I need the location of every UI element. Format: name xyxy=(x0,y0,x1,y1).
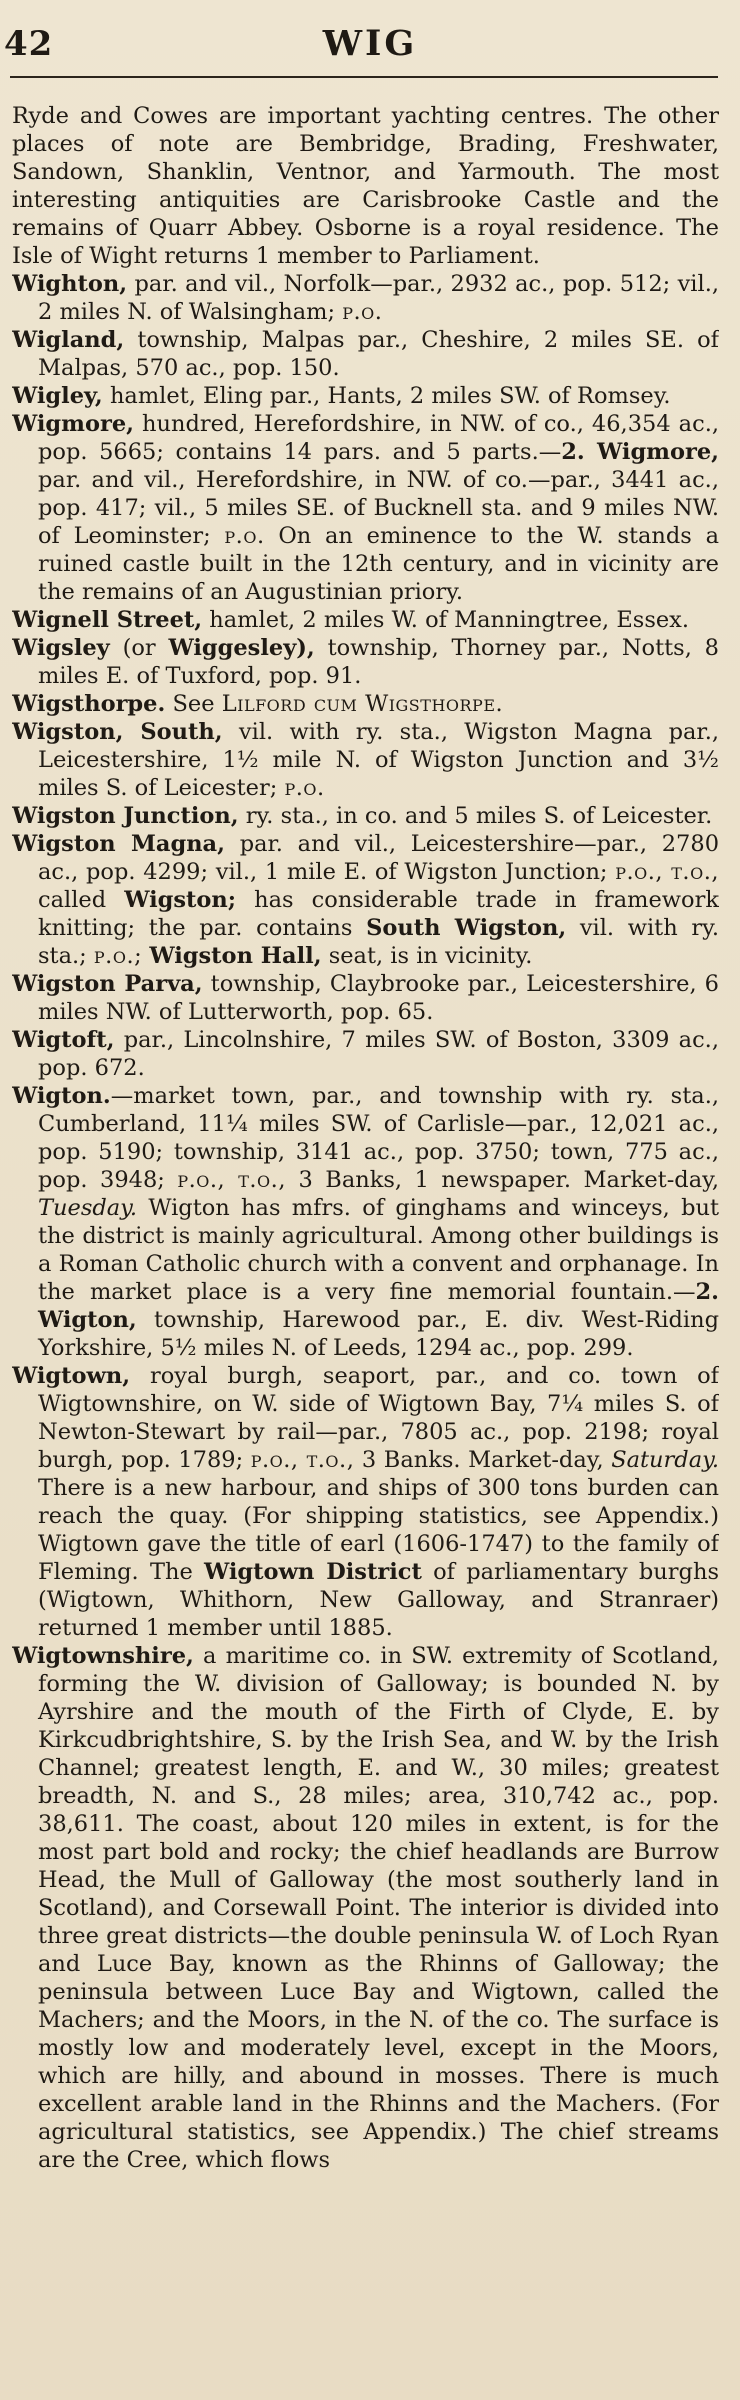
entry-wigtownshire xyxy=(12,1642,719,2174)
entry-text: (or xyxy=(122,635,156,661)
abbreviation: p.o., t.o., xyxy=(615,859,719,885)
entry-text: vil. with ry. sta.; xyxy=(38,915,719,969)
entry-wigtown xyxy=(12,1362,719,1642)
entry-wigley xyxy=(12,382,719,410)
entry-text: has considerable trade in framework knitting; the par. contains xyxy=(38,887,719,941)
headword: Wigmore, xyxy=(12,411,134,437)
entry-wigston-magna xyxy=(12,830,719,970)
entry-text: par. and vil., Norfolk—par., 2932 ac., pop. 512; vil., 2 miles N. of Walsingham; xyxy=(38,271,719,325)
entry-wigsley xyxy=(12,634,719,690)
entry-wigston-south xyxy=(12,718,719,802)
entry-text: par. and vil., Leicestershire—par., 2780 ac., pop. 4299; vil., 1 mile E. of Wigston Junction; xyxy=(38,831,719,885)
entry-text: par., Lincolnshire, 7 miles SW. of Boston, 3309 ac., pop. 672. xyxy=(38,1027,719,1081)
entry-text: 3 Banks. Market-day, xyxy=(361,1447,604,1473)
headword: Wigton. xyxy=(12,1083,111,1109)
entry-text: royal burgh, seaport, par., and co. town of Wigtownshire, on W. side of Wigtown Bay, 7¼ miles S. of Newton-Stewart by rail—par., 7805 ac., pop. 2198; royal burgh, pop. 1789; xyxy=(38,1363,719,1473)
entry-text: township, Claybrooke par., Leicestershire, 6 miles NW. of Lutterworth, pop. 65. xyxy=(38,971,719,1025)
entry-text: par. and vil., Herefordshire, in NW. of co.—par., 3441 ac., pop. 417; vil., 5 miles SE. of Bucknell sta. and 9 miles NW. of Leominster; xyxy=(38,467,719,549)
abbreviation: p.o. xyxy=(224,523,265,549)
entry-wigmore xyxy=(12,410,719,606)
entry-text: —market town, par., and township with ry. sta., Cumberland, 11¼ miles SW. of Carlisle—par., 12,021 ac., pop. 5190; township, 3141 ac., pop. 3750; town, 775 ac., pop. 3948; xyxy=(38,1083,719,1193)
entry-text: seat, is in vicinity. xyxy=(328,943,533,969)
sub-headword: 2. Wigmore, xyxy=(561,439,719,465)
headword: Wigtown, xyxy=(12,1363,131,1389)
entry-text: township, Harewood par., E. div. West-Riding Yorkshire, 5½ miles N. of Leeds, 1294 ac., pop. 299. xyxy=(38,1307,719,1361)
running-head: WIG xyxy=(322,23,418,64)
headword: Wigston Magna, xyxy=(12,831,225,857)
entry-text: There is a new harbour, and ships of 300 tons burden can reach the quay. (For shipping statistics, see Appendix.) Wigtown gave the title of earl (1606-1747) to the family of Fleming. The xyxy=(38,1475,719,1585)
sub-headword: Wigtown District xyxy=(204,1559,422,1585)
headword: Wigsley xyxy=(12,635,110,661)
entry-wighton xyxy=(12,270,719,326)
entry-text: a maritime co. in SW. extremity of Scotland, forming the W. division of Galloway; is bounded N. by Ayrshire and the mouth of the Firth of Clyde, E. by Kirkcudbrightshire, S. by the Irish Sea, and W. by the Irish Channel; greatest length, E. and W., 30 miles; greatest breadth, N. and S., 28 miles; area, 310,742 ac., pop. 38,611. The coast, about 120 miles in extent, is for the most part bold and rocky; the chief headlands are Burrow Head, the Mull of Galloway (the most southerly land in Scotland), and Corsewall Point. The interior is divided into three great districts—the double peninsula W. of Loch Ryan and Luce Bay, known as the Rhinns of Galloway; the peninsula between Luce Bay and Wigtown, called the Machers; and the Moors, in the N. of the co. The surface is mostly low and moderately level, except in the Moors, which are hilly, and abound in mosses. There is much excellent arable land in the Rhinns and the Machers. (For agricultural statistics, see Appendix.) The chief streams are the Cree, which flows xyxy=(38,1643,719,2173)
entry-text: of parliamentary burghs (Wigtown, Whithorn, New Galloway, and Stranraer) returned 1 member until 1885. xyxy=(38,1559,719,1641)
sub-headword: Wigston; xyxy=(124,887,237,913)
sub-headword: South Wigston, xyxy=(366,915,567,941)
entry-text: Ryde and Cowes are important yachting centres. The other places of note are Bembridge, Brading, Freshwater, Sandown, Shanklin, Ventnor, and Yarmouth. The most interesting antiquities are Carisbrooke Castle and the remains of Quarr Abbey. Osborne is a royal residence. The Isle of Wight returns 1 member to Parliament. xyxy=(12,103,719,269)
entry-text: hamlet, 2 miles W. of Manningtree, Essex. xyxy=(209,607,690,633)
entry-text: ry. sta., in co. and 5 miles S. of Leicester. xyxy=(245,803,713,829)
headword: Wignell Street, xyxy=(12,607,203,633)
entry-text: hamlet, Eling par., Hants, 2 miles SW. of Romsey. xyxy=(109,383,671,409)
sub-headword: 2. Wigton, xyxy=(38,1279,719,1333)
headword: Wigley, xyxy=(12,383,103,409)
entry-wigston-parva xyxy=(12,970,719,1026)
abbreviation: p.o., t.o., xyxy=(250,1447,355,1473)
headword: Wigtownshire, xyxy=(12,1643,194,1669)
entry-text: township, Thorney par., Notts, 8 miles E. of Tuxford, pop. 91. xyxy=(38,635,719,689)
headword: Wighton, xyxy=(12,271,128,297)
headword: Wigston Junction, xyxy=(12,803,239,829)
sub-headword: Wiggesley), xyxy=(168,635,315,661)
entry-wignell-street xyxy=(12,606,719,634)
entry-text: See xyxy=(172,691,215,717)
entry-text: township, Malpas par., Cheshire, 2 miles SE. of Malpas, 570 ac., pop. 150. xyxy=(38,327,719,381)
entry-text: On an eminence to the W. stands a ruined castle built in the 12th century, and in vicinity are the remains of an Augustinian priory. xyxy=(38,523,719,605)
entry-text: called xyxy=(38,887,107,913)
headword: Wigtoft, xyxy=(12,1027,115,1053)
abbreviation: p.o., t.o., xyxy=(177,1167,286,1193)
headword: Wigston, South, xyxy=(12,719,223,745)
cross-reference: Lilford cum Wigsthorpe. xyxy=(221,691,504,717)
entry-text: Wigton has mfrs. of ginghams and winceys, but the district is mainly agricultural. Among other buildings is a Roman Catholic church with a convent and orphanage. In the market place is a very fine memorial fountain.— xyxy=(38,1195,719,1305)
abbreviation: p.o.; xyxy=(93,943,143,969)
headword: Wigland, xyxy=(12,327,125,353)
abbreviation: p.o. xyxy=(342,299,383,325)
headword: Wigston Parva, xyxy=(12,971,203,997)
entry-wigston-junction xyxy=(12,802,719,830)
entry-ryde-continuation xyxy=(12,102,719,270)
gazetteer-text xyxy=(12,102,719,2374)
entry-wigtoft xyxy=(12,1026,719,1082)
entry-wigton xyxy=(12,1082,719,1362)
entry-text: vil. with ry. sta., Wigston Magna par., Leicestershire, 1½ mile N. of Wigston Junction and 3½ miles S. of Leicester; xyxy=(38,719,719,801)
sub-headword: Wigston Hall, xyxy=(149,943,322,969)
abbreviation: p.o. xyxy=(284,775,325,801)
entry-text: 3 Banks, 1 newspaper. Market-day, xyxy=(298,1167,719,1193)
header-rule xyxy=(10,76,718,78)
entry-text: hundred, Herefordshire, in NW. of co., 46,354 ac., pop. 5665; contains 14 pars. and 5 parts.— xyxy=(38,411,719,465)
entry-wigland xyxy=(12,326,719,382)
entry-wigsthorpe xyxy=(12,690,719,718)
headword: Wigsthorpe. xyxy=(12,691,166,717)
page-header xyxy=(0,0,740,95)
market-day: Saturday. xyxy=(611,1447,719,1473)
market-day: Tuesday. xyxy=(38,1195,138,1221)
page-number: 42 xyxy=(4,24,54,64)
